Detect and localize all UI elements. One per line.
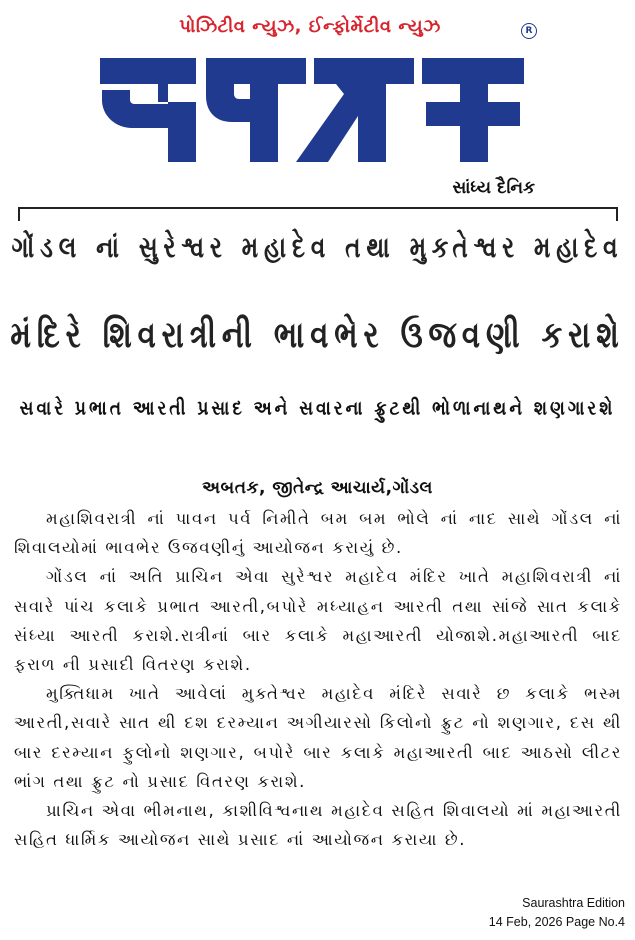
logo-letter-ka xyxy=(422,58,524,162)
footer-edition: Saurashtra Edition xyxy=(522,896,625,910)
logo-letter-ba xyxy=(206,58,306,162)
logo-letter-a xyxy=(100,58,196,162)
subheadline: સવારે પ્રભાત આરતી પ્રસાદ અને સવારના ફ્રુટથી ભોળાનાથને શણગારશે xyxy=(19,397,616,420)
logo-letter-ta xyxy=(296,58,414,162)
article-paragraph: મહાશિવરાત્રી નાં પાવન પર્વ નિમીતે બમ બમ ભોલે નાં નાદ સાથે ગોંડલ નાં શિવાલયોમાં ભાવભેર ઉજવણીનું આયોજન કરાયું છે. xyxy=(14,509,622,558)
masthead-rule xyxy=(18,207,618,221)
masthead-tagline: પોઝિટીવ ન્યુઝ, ઈન્ફોર્મેટીવ ન્યુઝ xyxy=(179,16,441,37)
registered-mark: R xyxy=(521,23,537,39)
page-footer xyxy=(489,894,625,932)
footer-date-page: 14 Feb, 2026 Page No.4 xyxy=(488,915,625,929)
article-body xyxy=(14,504,622,854)
edition-type-label: સાંધ્ય દૈનિક xyxy=(452,178,535,198)
headline-line-1: ગોંડલ નાં સુરેશ્વર મહાદેવ તથા મુક્તેશ્વર મહાદેવ xyxy=(11,232,624,265)
headline-line-2: મંદિરે શિવરાત્રીની ભાવભેર ઉજવણી કરાશે xyxy=(10,313,625,356)
article-paragraph: પ્રાચિન એવા ભીમનાથ, કાશીવિશ્વનાથ મહાદેવ સહિત શિવાલયો માં મહાઆરતી સહિત ધાર્મિક આયોજન સાથે પ્રસાદ નાં આયોજન કરાયા છે. xyxy=(14,801,622,850)
article-paragraph: મુક્તિધામ ખાતે આવેલાં મુક્તેશ્વર મહાદેવ મંદિરે સવારે છ કલાકે ભસ્મ આરતી,સવારે સાત થી દશ દરમ્યાન અગીયારસો કિલોનો ફ્રુટ નો શણગાર, દસ થી બાર દરમ્યાન ફુલોનો શણગાર, બપોરે બાર કલાકે મહાઆરતી બાદ આઠસો લીટર ભાંગ તથા ફ્રુટ નો પ્રસાદ વિતરણ કરાશે. xyxy=(14,684,622,791)
newspaper-logo xyxy=(92,44,532,176)
byline: અબતક, જીતેન્દ્ર આચાર્ય,ગોંડલ xyxy=(202,478,433,498)
article-paragraph: ગોંડલ નાં અતિ પ્રાચિન એવા સુરેશ્વર મહાદેવ મંદિર ખાતે મહાશિવરાત્રી નાં સવારે પાંચ કલાકે પ્રભાત આરતી,બપોરે મધ્યાહન આરતી તથા સાંજે સાત કલાકે સંધ્યા આરતી કરાશે.રાત્રીનાં બાર કલાકે મહાઆરતી યોજાશે.મહાઆરતી બાદ ફરાળ ની પ્રસાદી વિતરણ કરાશે. xyxy=(14,567,622,675)
